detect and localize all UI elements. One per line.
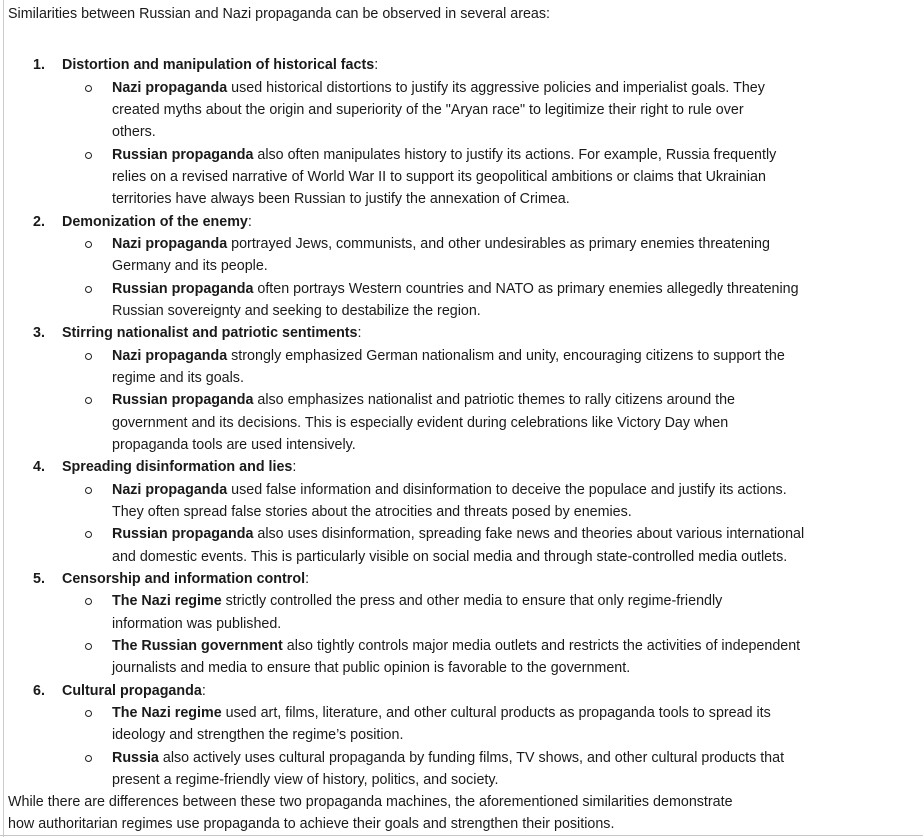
list-item-number: 1. [33,57,45,74]
bullet-text: others. [112,124,156,141]
list-item-number: 5. [33,570,45,587]
bullet-rest-text: also emphasizes nationalist and patriotic themes to rally citizens around the [253,392,735,409]
closing-line: While there are differences between these two propaganda machines, the aforementioned similarities demonstrate [8,794,733,811]
heading-colon: : [292,459,297,476]
bullet-text: government and its decisions. This is especially evident during celebrations like Victory Day when [112,414,729,431]
heading-colon: : [201,682,206,699]
bullet-line-continuation [0,121,923,143]
list-item-number: 2. [33,213,45,230]
bullet-text: territories have always been Russian to justify the annexation of Crimea. [112,191,570,208]
bullet-line-continuation [0,724,923,746]
list-item-number: 4. [33,459,45,476]
circle-bullet-icon [85,487,92,494]
bullet-bold-lead: Nazi propaganda [112,481,228,498]
bullet-text: created myths about the origin and superiority of the "Aryan race" to legitimize their right to rule over [112,101,744,118]
bullet-text: present a regime-friendly view of history, politics, and society. [112,771,499,788]
closing-paragraph [0,791,923,836]
bullet-bold-lead: Russian propaganda [112,526,254,543]
circle-bullet-icon [85,353,92,360]
bullet-bold-lead: The Nazi regime [112,593,222,610]
bullet-text [112,479,787,501]
bullet-rest-text: often portrays Western countries and NATO as primary enemies allegedly threatening [253,280,799,297]
bullet-line-continuation [0,434,923,456]
bullet-line-continuation [0,367,923,389]
bullet-rest-text: used historical distortions to justify its aggressive policies and imperialist goals. They [227,79,765,96]
list-item-heading-row [0,322,923,344]
bullet-line-continuation [0,412,923,434]
list-item-number: 6. [33,682,45,699]
bullet-line [0,233,923,255]
bullet-text [112,144,776,166]
bullet-text [112,278,799,300]
bullet-line [0,747,923,769]
heading-colon: : [357,325,362,342]
bullet-text: relies on a revised narrative of World War II to support its geopolitical ambitions or claims that Ukrainian [112,168,766,185]
bullet-bold-lead: The Nazi regime [112,704,222,721]
list-item-heading: Cultural propaganda: [62,682,206,699]
bullet-rest-text: also uses disinformation, spreading fake news and theories about various international [253,526,805,543]
bullet-text [112,345,785,367]
bullet-line [0,389,923,411]
circle-bullet-icon [85,755,92,762]
closing-line: how authoritarian regimes use propaganda to achieve their goals and strengthen their positions. [8,816,615,833]
bullet-rest-text: also often manipulates history to justify its actions. For example, Russia frequently [253,146,777,163]
bullet-line-continuation [0,255,923,277]
bullet-text: regime and its goals. [112,369,244,386]
bullet-line-continuation [0,501,923,523]
bullet-line-continuation [0,166,923,188]
bullet-text: Russian sovereignty and seeking to destabilize the region. [112,302,481,319]
circle-bullet-icon [85,286,92,293]
bullet-line [0,144,923,166]
bullet-text: information was published. [112,615,282,632]
bullet-line [0,479,923,501]
bullet-text: ideology and strengthen the regime’s position. [112,727,404,744]
heading-colon: : [374,57,379,74]
list-item-heading-row [0,680,923,702]
bullet-line-continuation [0,300,923,322]
list-item-heading: Stirring nationalist and patriotic sentiments: [62,325,362,342]
bullet-text: journalists and media to ensure that public opinion is favorable to the government. [112,660,631,677]
bullet-rest-text: strictly controlled the press and other media to ensure that only regime-friendly [221,593,723,610]
bullet-text: and domestic events. This is particularly visible on social media and through state-controlled media outlets. [112,548,788,565]
bullet-rest-text: also tightly controls major media outlets and restricts the activities of independent [282,637,801,654]
list-item-heading-row [0,54,923,76]
circle-bullet-icon [85,397,92,404]
bullet-bold-lead: Russian propaganda [112,392,254,409]
heading-colon: : [305,570,310,587]
bullet-line-continuation [0,657,923,679]
bullet-text [112,389,735,411]
bullet-rest-text: used false information and disinformation to deceive the populace and justify its actions. [227,481,787,498]
bullet-text [112,702,771,724]
bullet-text [112,635,800,657]
circle-bullet-icon [85,85,92,92]
bullet-bold-lead: The Russian government [112,637,283,654]
bullet-text: They often spread false stories about the atrocities and threats posed by enemies. [112,503,632,520]
bullet-text [112,747,784,769]
circle-bullet-icon [85,598,92,605]
list-item-heading: Spreading disinformation and lies: [62,459,297,476]
bullet-line-continuation [0,99,923,121]
numbered-list [0,54,923,791]
bullet-line-continuation [0,613,923,635]
list-item-heading: Censorship and information control: [62,570,310,587]
circle-bullet-icon [85,241,92,248]
bullet-line [0,345,923,367]
bullet-text: propaganda tools are used intensively. [112,436,356,453]
bullet-text [112,590,722,612]
bullet-bold-lead: Russia [112,749,159,766]
bullet-line-continuation [0,188,923,210]
bullet-line-continuation [0,546,923,568]
bullet-rest-text: portrayed Jews, communists, and other undesirables as primary enemies threatening [227,235,770,252]
bullet-bold-lead: Russian propaganda [112,146,254,163]
bullet-bold-lead: Russian propaganda [112,280,254,297]
heading-colon: : [247,213,252,230]
bullet-text [112,523,804,545]
bullet-rest-text: used art, films, literature, and other cultural products as propaganda tools to spread its [221,704,771,721]
bullet-line [0,523,923,545]
bullet-line [0,77,923,99]
bullet-line [0,635,923,657]
list-item-heading: Distortion and manipulation of historical facts: [62,57,379,74]
list-item-heading: Demonization of the enemy: [62,213,252,230]
bullet-line-continuation [0,769,923,791]
bullet-text [112,77,765,99]
list-item-heading-row [0,211,923,233]
circle-bullet-icon [85,710,92,717]
bullet-text: Germany and its people. [112,258,268,275]
bullet-text [112,233,770,255]
bullet-bold-lead: Nazi propaganda [112,347,228,364]
bullet-bold-lead: Nazi propaganda [112,235,228,252]
bullet-bold-lead: Nazi propaganda [112,79,228,96]
circle-bullet-icon [85,531,92,538]
bullet-rest-text: strongly emphasized German nationalism and unity, encouraging citizens to support the [227,347,785,364]
intro-paragraph: Similarities between Russian and Nazi propaganda can be observed in several areas: [8,6,551,22]
bullet-line [0,278,923,300]
list-item-number: 3. [33,325,45,342]
list-item-heading-row [0,568,923,590]
bullet-rest-text: also actively uses cultural propaganda by funding films, TV shows, and other cultural products that [158,749,785,766]
bullet-line [0,590,923,612]
circle-bullet-icon [85,152,92,159]
list-item-heading-row [0,456,923,478]
circle-bullet-icon [85,643,92,650]
bullet-line [0,702,923,724]
